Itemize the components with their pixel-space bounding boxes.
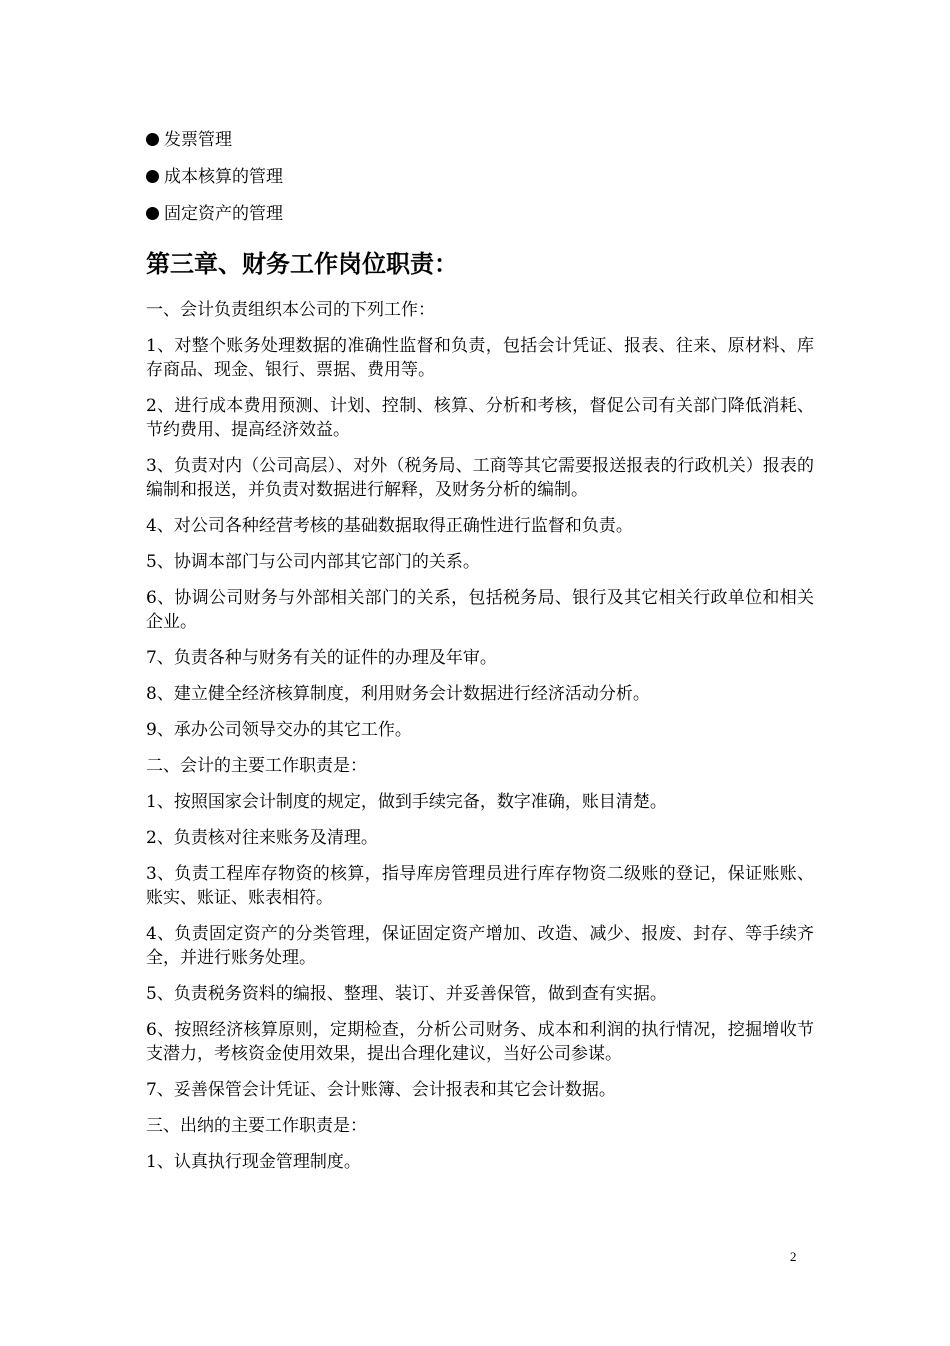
paragraph: 6、按照经济核算原则，定期检查，分析公司财务、成本和利润的执行情况，挖掘增收节支潜力，考核资金使用效果，提出合理化建议，当好公司参谋。 (146, 1020, 814, 1064)
paragraph: 4、负责固定资产的分类管理，保证固定资产增加、改造、减少、报废、封存、等手续齐全，并进行账务处理。 (146, 924, 814, 968)
paragraph: 3、负责对内（公司高层）、对外（税务局、工商等其它需要报送报表的行政机关）报表的编制和报送，并负责对数据进行解释，及财务分析的编制。 (146, 456, 814, 500)
bullet-item (146, 202, 814, 226)
paragraph: 8、建立健全经济核算制度，利用财务会计数据进行经济活动分析。 (146, 684, 650, 704)
bullet-text: 固定资产的管理 (164, 204, 283, 224)
page-number: 2 (790, 1249, 797, 1264)
paragraph: 7、妥善保管会计凭证、会计账簿、会计报表和其它会计数据。 (146, 1080, 616, 1100)
paragraph: 9、承办公司领导交办的其它工作。 (146, 720, 412, 740)
paragraph: 5、负责税务资料的编报、整理、装订、并妥善保管，做到查有实据。 (146, 984, 667, 1004)
chapter-title: 第三章、财务工作岗位职责： (146, 250, 458, 278)
paragraph: 1、按照国家会计制度的规定，做到手续完备，数字准确，账目清楚。 (146, 792, 667, 812)
section-heading: 二、会计的主要工作职责是： (146, 756, 367, 776)
paragraph: 2、负责核对往来账务及清理。 (146, 828, 378, 848)
bullet-item (146, 128, 814, 152)
paragraph: 6、协调公司财务与外部相关部门的关系，包括税务局、银行及其它相关行政单位和相关企业。 (146, 588, 814, 632)
paragraph: 3、负责工程库存物资的核算，指导库房管理员进行库存物资二级账的登记，保证账账、账实、账证、账表相符。 (146, 864, 814, 908)
bullet-text: 成本核算的管理 (164, 167, 283, 187)
section-heading: 三、出纳的主要工作职责是： (146, 1116, 367, 1136)
paragraph: 7、负责各种与财务有关的证件的办理及年审。 (146, 648, 497, 668)
section-heading: 一、会计负责组织本公司的下列工作： (146, 300, 435, 320)
bullet-item (146, 165, 814, 189)
paragraph: 1、对整个账务处理数据的准确性监督和负责，包括会计凭证、报表、往来、原材料、库存商品、现金、银行、票据、费用等。 (146, 336, 814, 380)
bullet-text: 发票管理 (164, 130, 232, 150)
paragraph: 5、协调本部门与公司内部其它部门的关系。 (146, 552, 480, 572)
paragraph: 2、进行成本费用预测、计划、控制、核算、分析和考核，督促公司有关部门降低消耗、节约费用、提高经济效益。 (146, 396, 814, 440)
bullet-dot-icon (146, 170, 159, 183)
bullet-dot-icon (146, 207, 159, 220)
paragraph: 4、对公司各种经营考核的基础数据取得正确性进行监督和负责。 (146, 516, 633, 536)
paragraph: 1、认真执行现金管理制度。 (146, 1152, 361, 1172)
bullet-dot-icon (146, 133, 159, 146)
document-body (146, 128, 814, 1186)
